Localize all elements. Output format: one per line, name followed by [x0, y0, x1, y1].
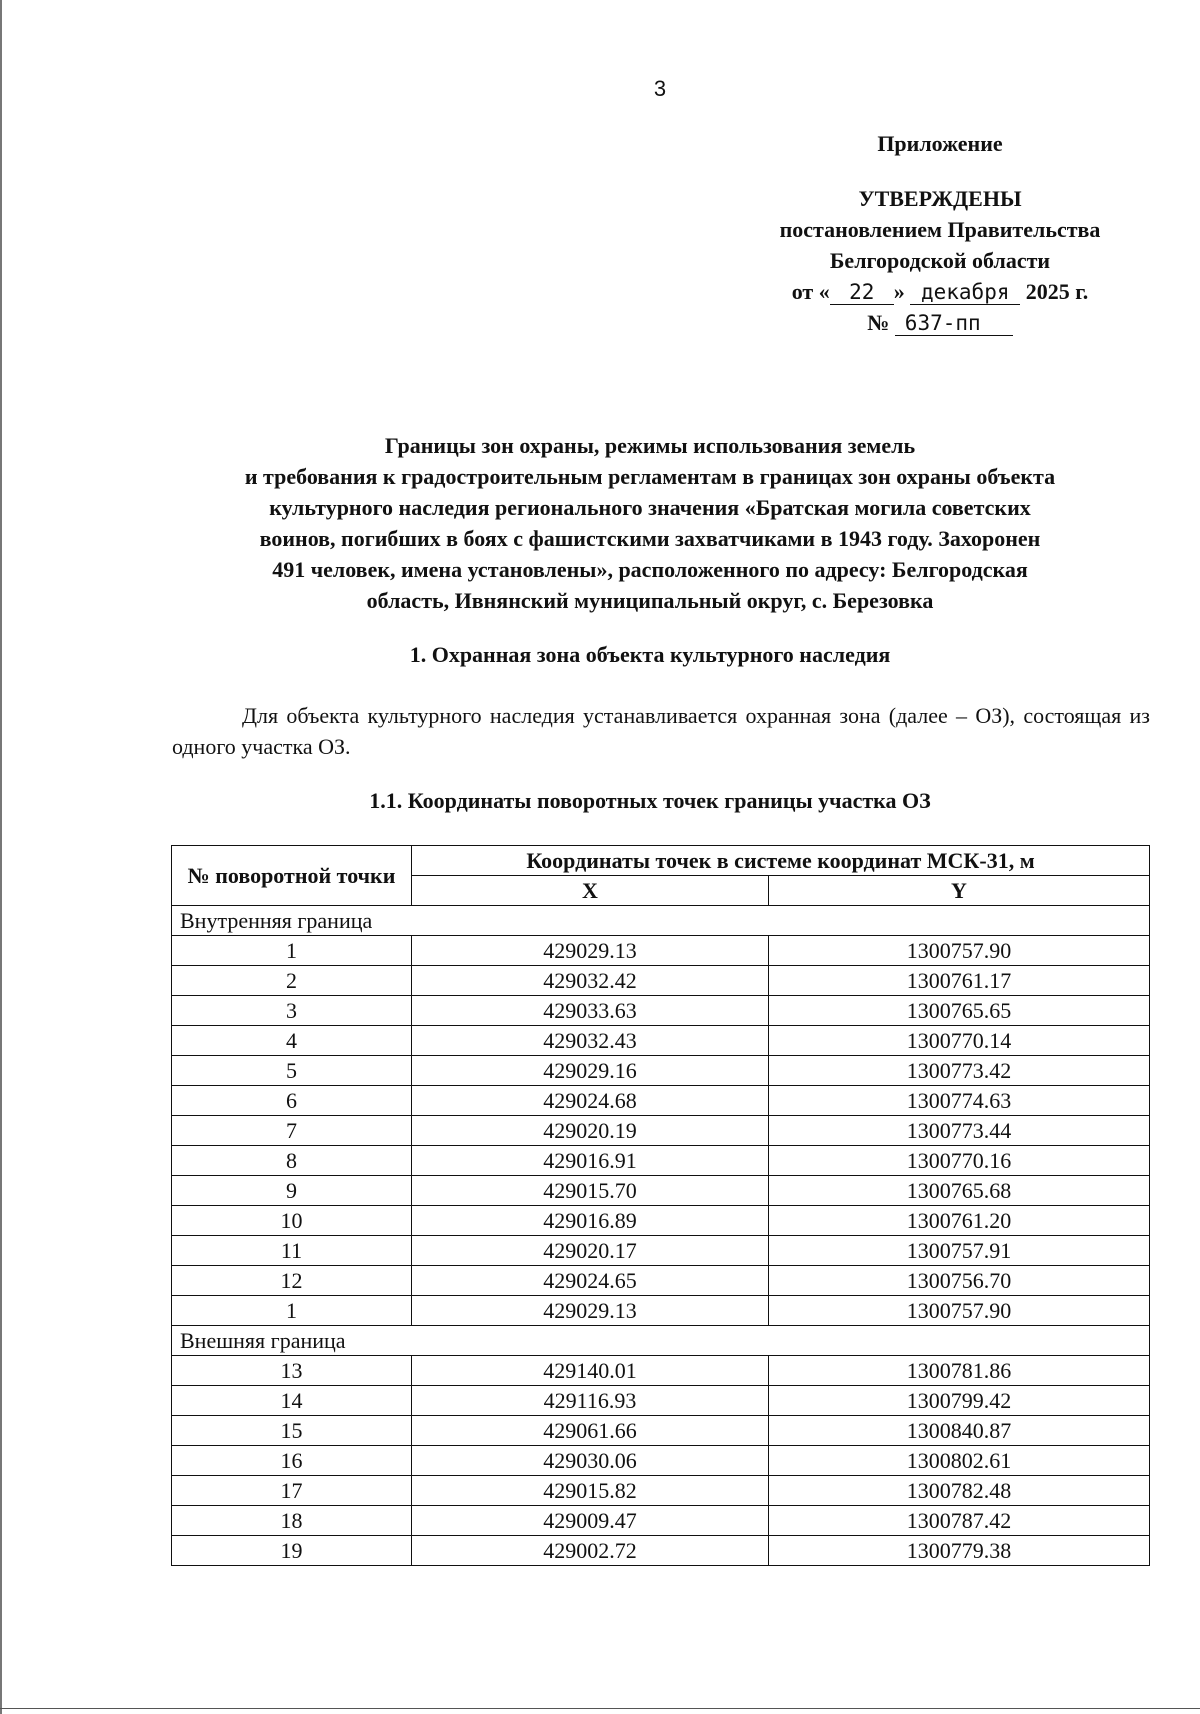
- x-coordinate-cell: 429029.13: [412, 936, 769, 966]
- page-number: 3: [653, 76, 667, 101]
- section-heading: 1. Охранная зона объекта культурного наследия: [409, 642, 891, 667]
- point-number-cell: 6: [172, 1086, 412, 1116]
- point-number-cell: 13: [172, 1356, 412, 1386]
- title-line: область, Ивнянский муниципальный округ, с. Березовка: [366, 588, 934, 613]
- point-number-cell: 17: [172, 1476, 412, 1506]
- x-coordinate-cell: 429015.82: [412, 1476, 769, 1506]
- table-row: [172, 1146, 1150, 1176]
- appendix-label: Приложение: [877, 131, 1003, 156]
- table-row: [172, 966, 1150, 996]
- group-row: [172, 1326, 1150, 1356]
- date-prefix: от «: [791, 279, 830, 304]
- table-row: [172, 1086, 1150, 1116]
- y-coordinate-cell: 1300774.63: [769, 1086, 1150, 1116]
- group-label: Внешняя граница: [172, 1326, 1150, 1356]
- y-coordinate-cell: 1300802.61: [769, 1446, 1150, 1476]
- y-coordinate-cell: 1300757.90: [769, 1296, 1150, 1326]
- x-coordinate-cell: 429020.17: [412, 1236, 769, 1266]
- title-line: 491 человек, имена установлены», расположенного по адресу: Белгородская: [272, 557, 1028, 582]
- point-number-cell: 7: [172, 1116, 412, 1146]
- coordinates-table: [171, 845, 1150, 1566]
- y-coordinate-cell: 1300781.86: [769, 1356, 1150, 1386]
- date-mid: »: [893, 279, 905, 304]
- group-label: Внутренняя граница: [172, 906, 1150, 936]
- title-line: Границы зон охраны, режимы использования земель: [384, 433, 916, 458]
- table-row: [172, 1416, 1150, 1446]
- point-number-cell: 4: [172, 1026, 412, 1056]
- table-body: [172, 906, 1150, 1566]
- title-line: воинов, погибших в боях с фашистскими захватчиками в 1943 году. Захоронен: [259, 526, 1041, 551]
- point-number-cell: 18: [172, 1506, 412, 1536]
- date-month: декабря: [910, 280, 1020, 305]
- x-coordinate-cell: 429030.06: [412, 1446, 769, 1476]
- table-row: [172, 1386, 1150, 1416]
- point-number-cell: 1: [172, 1296, 412, 1326]
- x-coordinate-cell: 429116.93: [412, 1386, 769, 1416]
- number-value: 637-пп: [895, 311, 1013, 336]
- date-day: 22: [830, 280, 894, 305]
- table-row: [172, 936, 1150, 966]
- y-coordinate-cell: 1300757.90: [769, 936, 1150, 966]
- x-coordinate-cell: 429016.91: [412, 1146, 769, 1176]
- table-row: [172, 1506, 1150, 1536]
- table-row: [172, 1536, 1150, 1566]
- title-line: и требования к градостроительным регламентам в границах зон охраны объекта: [244, 464, 1056, 489]
- table-row: [172, 1056, 1150, 1086]
- point-number-cell: 1: [172, 936, 412, 966]
- approval-number: [740, 307, 1140, 338]
- date-year: 2025 г.: [1025, 279, 1089, 304]
- table-row: [172, 996, 1150, 1026]
- x-coordinate-cell: 429015.70: [412, 1176, 769, 1206]
- x-coordinate-cell: 429024.68: [412, 1086, 769, 1116]
- point-number-cell: 9: [172, 1176, 412, 1206]
- document-title: [150, 430, 1150, 616]
- y-coordinate-cell: 1300787.42: [769, 1506, 1150, 1536]
- y-coordinate-cell: 1300756.70: [769, 1266, 1150, 1296]
- scan-edge-left: [0, 0, 2, 1714]
- x-coordinate-cell: 429032.43: [412, 1026, 769, 1056]
- y-coordinate-cell: 1300761.20: [769, 1206, 1150, 1236]
- point-number-cell: 12: [172, 1266, 412, 1296]
- subsection-heading: 1.1. Координаты поворотных точек границы участка ОЗ: [369, 788, 931, 813]
- point-number-cell: 2: [172, 966, 412, 996]
- approved-label: УТВЕРЖДЕНЫ: [858, 186, 1022, 211]
- header-x: X: [412, 876, 769, 906]
- table-row: [172, 1356, 1150, 1386]
- header-y: Y: [769, 876, 1150, 906]
- group-row: [172, 906, 1150, 936]
- number-prefix: №: [867, 310, 890, 335]
- x-coordinate-cell: 429024.65: [412, 1266, 769, 1296]
- y-coordinate-cell: 1300782.48: [769, 1476, 1150, 1506]
- body-paragraph: Для объекта культурного наследия устанавливается охранная зона (далее – ОЗ), состоящая из одного участка ОЗ.: [172, 703, 1150, 759]
- x-coordinate-cell: 429029.13: [412, 1296, 769, 1326]
- x-coordinate-cell: 429140.01: [412, 1356, 769, 1386]
- point-number-cell: 15: [172, 1416, 412, 1446]
- point-number-cell: 11: [172, 1236, 412, 1266]
- x-coordinate-cell: 429061.66: [412, 1416, 769, 1446]
- title-line: культурного наследия регионального значения «Братская могила советских: [269, 495, 1031, 520]
- y-coordinate-cell: 1300757.91: [769, 1236, 1150, 1266]
- approval-date: [740, 276, 1140, 307]
- scan-edge-bottom: [0, 1708, 1200, 1709]
- x-coordinate-cell: 429033.63: [412, 996, 769, 1026]
- approval-block: [740, 128, 1140, 338]
- header-point-number: № поворотной точки: [172, 846, 412, 906]
- y-coordinate-cell: 1300770.16: [769, 1146, 1150, 1176]
- y-coordinate-cell: 1300840.87: [769, 1416, 1150, 1446]
- table-row: [172, 1026, 1150, 1056]
- point-number-cell: 8: [172, 1146, 412, 1176]
- point-number-cell: 19: [172, 1536, 412, 1566]
- y-coordinate-cell: 1300770.14: [769, 1026, 1150, 1056]
- point-number-cell: 5: [172, 1056, 412, 1086]
- point-number-cell: 3: [172, 996, 412, 1026]
- approval-line-1: постановлением Правительства: [779, 217, 1101, 242]
- y-coordinate-cell: 1300765.65: [769, 996, 1150, 1026]
- y-coordinate-cell: 1300773.44: [769, 1116, 1150, 1146]
- x-coordinate-cell: 429020.19: [412, 1116, 769, 1146]
- y-coordinate-cell: 1300779.38: [769, 1536, 1150, 1566]
- header-coordinates: Координаты точек в системе координат МСК-31, м: [412, 846, 1150, 876]
- table-row: [172, 1476, 1150, 1506]
- table-row: [172, 1116, 1150, 1146]
- approval-line-2: Белгородской области: [829, 248, 1051, 273]
- table-row: [172, 1446, 1150, 1476]
- x-coordinate-cell: 429002.72: [412, 1536, 769, 1566]
- table-row: [172, 1296, 1150, 1326]
- x-coordinate-cell: 429029.16: [412, 1056, 769, 1086]
- table-row: [172, 1236, 1150, 1266]
- y-coordinate-cell: 1300773.42: [769, 1056, 1150, 1086]
- y-coordinate-cell: 1300799.42: [769, 1386, 1150, 1416]
- x-coordinate-cell: 429009.47: [412, 1506, 769, 1536]
- table-row: [172, 1176, 1150, 1206]
- table-row: [172, 1206, 1150, 1236]
- table-row: [172, 1266, 1150, 1296]
- x-coordinate-cell: 429032.42: [412, 966, 769, 996]
- y-coordinate-cell: 1300761.17: [769, 966, 1150, 996]
- x-coordinate-cell: 429016.89: [412, 1206, 769, 1236]
- point-number-cell: 10: [172, 1206, 412, 1236]
- y-coordinate-cell: 1300765.68: [769, 1176, 1150, 1206]
- point-number-cell: 16: [172, 1446, 412, 1476]
- point-number-cell: 14: [172, 1386, 412, 1416]
